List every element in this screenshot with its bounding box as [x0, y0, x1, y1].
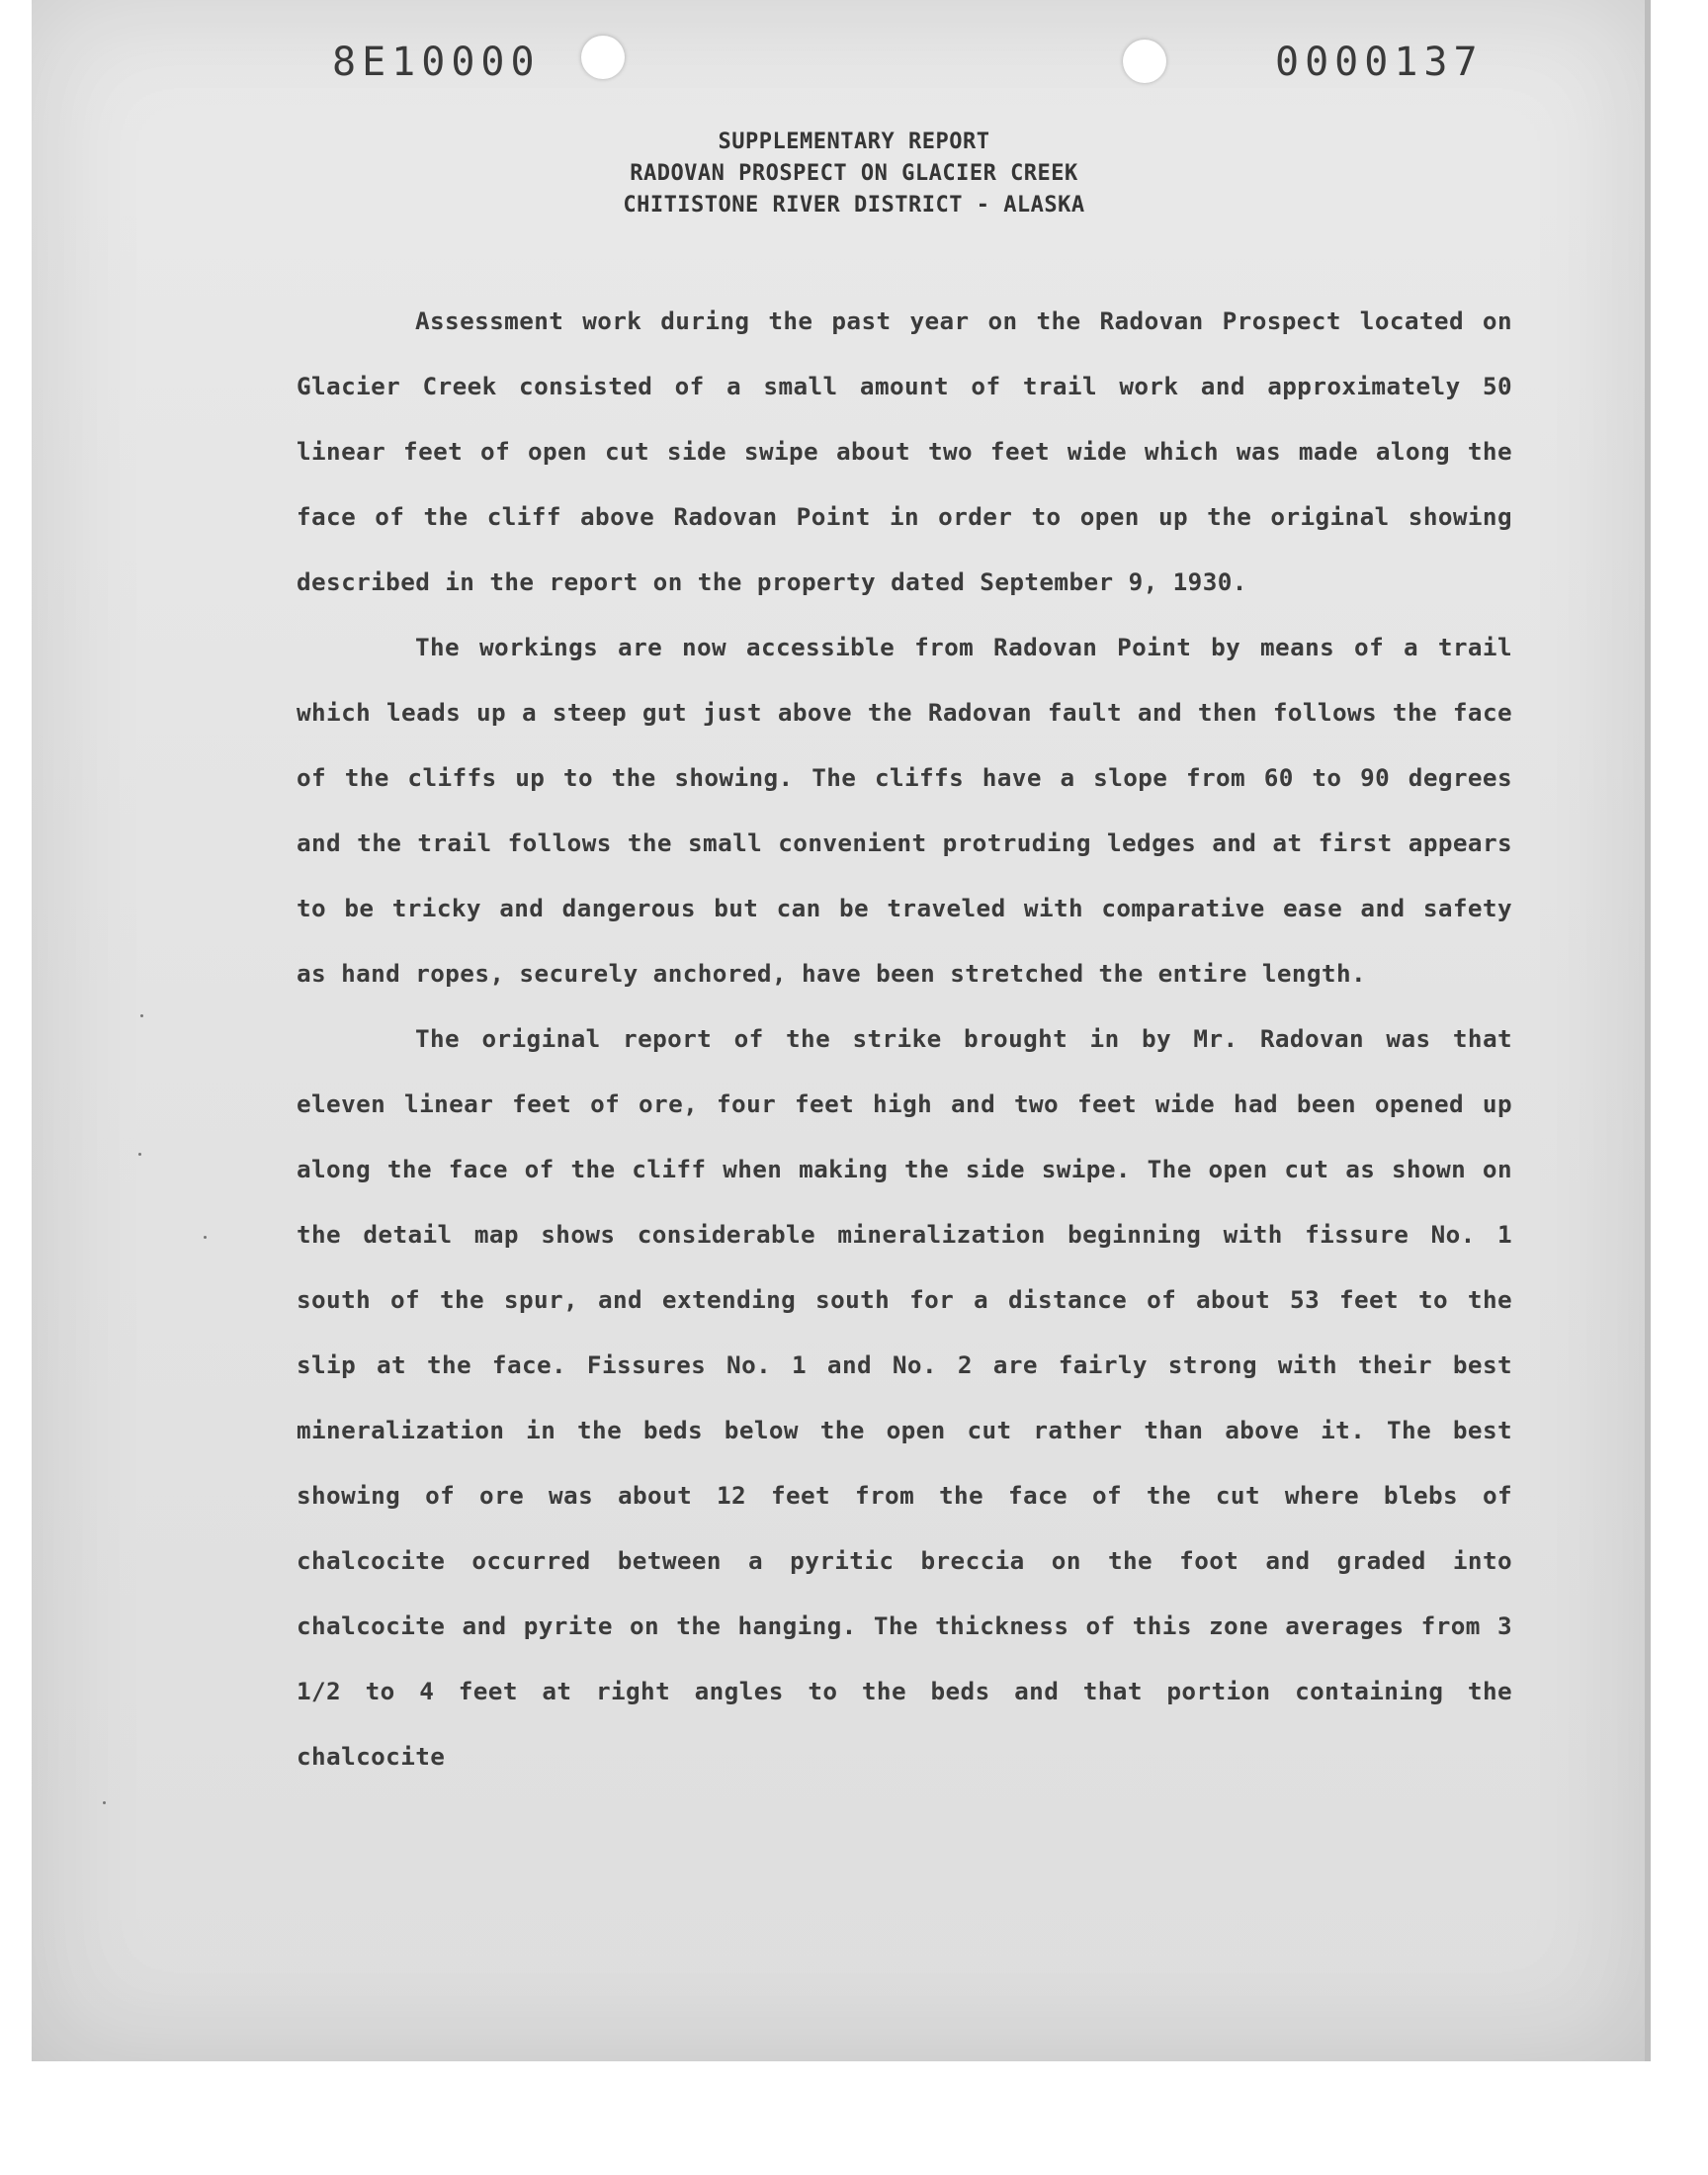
report-body: [297, 289, 1512, 1789]
report-title-block: [0, 127, 1708, 221]
document-id-stamp-left: 8E10000: [332, 40, 541, 85]
punch-hole: [1123, 40, 1166, 83]
paragraph-original-report: The original report of the strike brought in by Mr. Radovan was that eleven linear feet of ore, four feet high and two feet wide had been opened up along the face of the cliff when making the side swipe. The open cut as shown on the detail map shows considerable mineralization beginning with fissure No. 1 south of the spur, and extending south for a distance of about 53 feet to the slip at the face. Fissures No. 1 and No. 2 are fairly strong with their best mineralization in the beds below the open cut rather than above it. The best showing of ore was about 12 feet from the face of the cut where blebs of chalcocite occurred between a pyritic breccia on the foot and graded into chalcocite and pyrite on the hanging. The thickness of this zone averages from 3 1/2 to 4 feet at right angles to the beds and that portion containing the chalcocite: [297, 1024, 1512, 1771]
report-title: SUPPLEMENTARY REPORT: [718, 130, 990, 154]
page-edge-shadow: [1645, 0, 1651, 2061]
speck: [204, 1236, 207, 1239]
speck: [138, 1153, 141, 1156]
punch-hole: [581, 36, 625, 79]
document-page-number-stamp: 0000137: [1275, 40, 1484, 85]
report-subtitle-district: CHITISTONE RIVER DISTRICT - ALASKA: [623, 193, 1085, 218]
paragraph-workings-access: The workings are now accessible from Radovan Point by means of a trail which leads up a steep gut just above the Radovan fault and then follows the face of the cliffs up to the showing. The cliffs have a slope from 60 to 90 degrees and the trail follows the small convenient protruding ledges and at first appears to be tricky and dangerous but can be traveled with comparative ease and safety as hand ropes, securely anchored, have been stretched the entire length.: [297, 633, 1512, 988]
speck: [103, 1801, 106, 1804]
speck: [140, 1014, 143, 1017]
report-subtitle-prospect: RADOVAN PROSPECT ON GLACIER CREEK: [630, 161, 1078, 186]
paragraph-assessment-work: Assessment work during the past year on the Radovan Prospect located on Glacier Creek consisted of a small amount of trail work and approximately 50 linear feet of open cut side swipe about two feet wide which was made along the face of the cliff above Radovan Point in order to open up the original showing described in the report on the property dated September 9, 1930.: [297, 306, 1512, 596]
